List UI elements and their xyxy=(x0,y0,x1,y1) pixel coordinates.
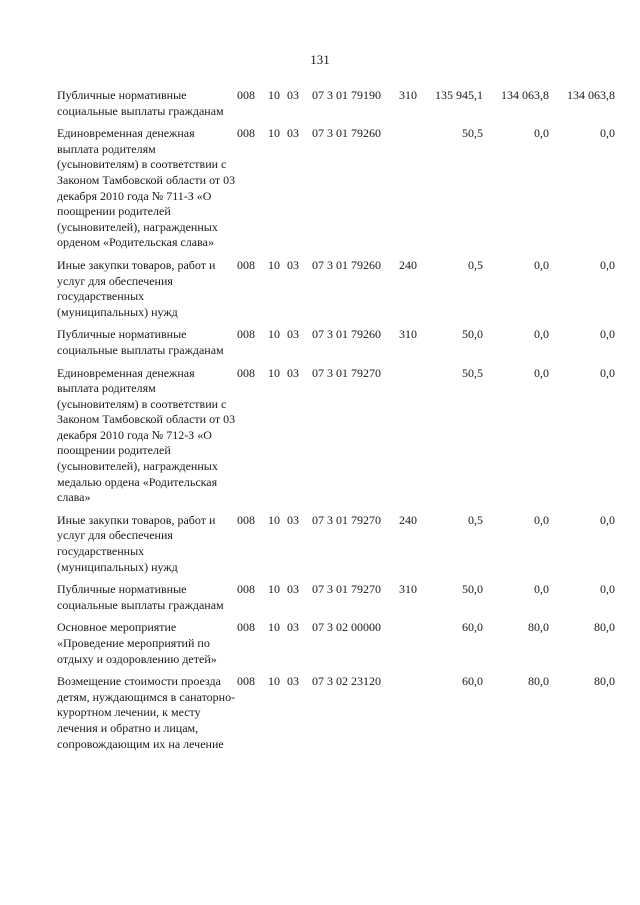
row-section-code: 10 xyxy=(268,126,280,141)
row-amount-2: 0,0 xyxy=(534,512,549,527)
row-amount-2: 0,0 xyxy=(534,126,549,141)
row-target-code: 07 3 01 79270 xyxy=(312,365,381,380)
row-target-code: 07 3 01 79260 xyxy=(312,257,381,272)
row-description: Иные закупки товаров, работ и услуг для обеспечения государственных (муниципальных) нужд xyxy=(57,257,216,319)
row-admin-code: 008 xyxy=(237,257,255,272)
row-subsection-code: 03 xyxy=(287,512,299,527)
row-amount-1: 50,5 xyxy=(462,365,483,380)
row-amount-2: 0,0 xyxy=(534,257,549,272)
row-amount-2: 134 063,8 xyxy=(501,88,549,102)
row-amount-3: 0,0 xyxy=(600,365,615,380)
row-admin-code: 008 xyxy=(237,674,255,689)
row-amount-1: 60,0 xyxy=(462,620,483,635)
row-target-code: 07 3 01 79260 xyxy=(312,126,381,141)
row-section-code: 10 xyxy=(268,512,280,527)
row-description: Единовременная денежная выплата родителям (усыновителям) в соответствии с Законом Тамбовской области от 03 декабря 2010 года № 712-З «О поощрении родителей (усыновителей), награжденных медалью ордена «Родительская слава» xyxy=(57,365,236,505)
table-row xyxy=(57,620,627,667)
row-description: Иные закупки товаров, работ и услуг для обеспечения государственных (муниципальных) нужд xyxy=(57,512,216,574)
row-section-code: 10 xyxy=(268,674,280,689)
row-amount-1: 0,5 xyxy=(468,257,483,272)
table-row xyxy=(57,126,627,251)
row-description: Основное мероприятие «Проведение мероприятий по отдыху и оздоровлению детей» xyxy=(57,620,217,666)
row-amount-2: 0,0 xyxy=(534,365,549,380)
row-expense-type-code: 240 xyxy=(399,512,417,527)
row-target-code: 07 3 02 23120 xyxy=(312,674,381,689)
row-amount-3: 134 063,8 xyxy=(567,88,615,102)
row-subsection-code: 03 xyxy=(287,257,299,272)
row-description: Публичные нормативные социальные выплаты гражданам xyxy=(57,327,224,357)
table-row xyxy=(57,582,627,613)
row-admin-code: 008 xyxy=(237,88,255,102)
table-row xyxy=(57,366,627,506)
row-expense-type-code: 310 xyxy=(399,582,417,597)
row-amount-1: 0,5 xyxy=(468,512,483,527)
row-amount-3: 0,0 xyxy=(600,126,615,141)
row-amount-2: 80,0 xyxy=(528,674,549,689)
row-target-code: 07 3 01 79270 xyxy=(312,582,381,597)
table-row xyxy=(57,258,627,320)
table-row xyxy=(57,674,627,752)
row-section-code: 10 xyxy=(268,582,280,597)
row-target-code: 07 3 01 79270 xyxy=(312,512,381,527)
table-row xyxy=(57,88,627,119)
row-amount-3: 80,0 xyxy=(594,620,615,635)
row-amount-1: 60,0 xyxy=(462,674,483,689)
row-amount-3: 80,0 xyxy=(594,674,615,689)
row-section-code: 10 xyxy=(268,365,280,380)
row-subsection-code: 03 xyxy=(287,327,299,342)
row-description: Единовременная денежная выплата родителям (усыновителям) в соответствии с Законом Тамбовской области от 03 декабря 2010 года № 711-З «О поощрении родителей (усыновителей), награжденных орденом «Родительская слава» xyxy=(57,126,236,250)
row-description: Публичные нормативные социальные выплаты гражданам xyxy=(57,582,224,612)
table-row xyxy=(57,327,627,358)
row-amount-1: 50,0 xyxy=(462,582,483,597)
row-expense-type-code: 310 xyxy=(399,327,417,342)
row-description: Публичные нормативные социальные выплаты гражданам xyxy=(57,88,224,118)
row-target-code: 07 3 02 00000 xyxy=(312,620,381,635)
row-admin-code: 008 xyxy=(237,365,255,380)
row-expense-type-code: 240 xyxy=(399,257,417,272)
budget-table xyxy=(57,88,627,759)
row-subsection-code: 03 xyxy=(287,365,299,380)
row-section-code: 10 xyxy=(268,327,280,342)
row-amount-3: 0,0 xyxy=(600,327,615,342)
row-amount-2: 0,0 xyxy=(534,327,549,342)
table-row xyxy=(57,513,627,575)
row-amount-3: 0,0 xyxy=(600,257,615,272)
row-amount-1: 135 945,1 xyxy=(435,88,483,102)
row-admin-code: 008 xyxy=(237,582,255,597)
row-subsection-code: 03 xyxy=(287,88,299,102)
row-subsection-code: 03 xyxy=(287,620,299,635)
row-subsection-code: 03 xyxy=(287,582,299,597)
row-section-code: 10 xyxy=(268,88,280,102)
row-target-code: 07 3 01 79190 xyxy=(312,88,381,102)
row-section-code: 10 xyxy=(268,257,280,272)
row-admin-code: 008 xyxy=(237,126,255,141)
row-expense-type-code: 310 xyxy=(399,88,417,102)
row-admin-code: 008 xyxy=(237,620,255,635)
row-amount-1: 50,0 xyxy=(462,327,483,342)
row-admin-code: 008 xyxy=(237,327,255,342)
row-section-code: 10 xyxy=(268,620,280,635)
row-amount-3: 0,0 xyxy=(600,512,615,527)
row-amount-2: 0,0 xyxy=(534,582,549,597)
row-amount-3: 0,0 xyxy=(600,582,615,597)
row-description: Возмещение стоимости проезда детям, нуждающимся в санаторно-курортном лечении, к месту лечения и обратно и лицам, сопровождающим их на лечение xyxy=(57,674,236,751)
row-target-code: 07 3 01 79260 xyxy=(312,327,381,342)
page-number: 131 xyxy=(310,52,330,67)
row-admin-code: 008 xyxy=(237,512,255,527)
row-amount-1: 50,5 xyxy=(462,126,483,141)
row-amount-2: 80,0 xyxy=(528,620,549,635)
row-subsection-code: 03 xyxy=(287,674,299,689)
row-subsection-code: 03 xyxy=(287,126,299,141)
